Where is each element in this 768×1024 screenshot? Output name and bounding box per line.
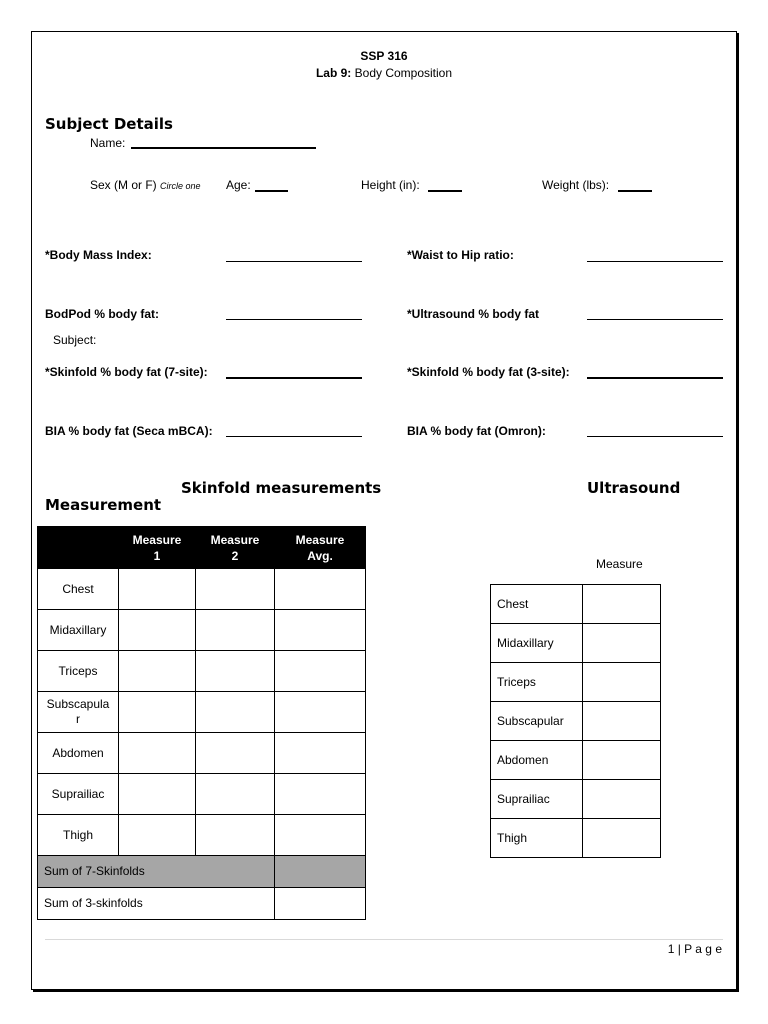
cell[interactable] (275, 733, 366, 774)
row-label: Midaxillary (38, 610, 119, 651)
sum3-cell[interactable] (275, 888, 366, 920)
height-label: Height (in): (361, 178, 420, 192)
cell[interactable] (275, 815, 366, 856)
cell[interactable] (583, 585, 661, 624)
table-row (38, 569, 366, 610)
row-label: Triceps (491, 663, 583, 702)
col-header-measure-2: Measure 2 (196, 527, 275, 569)
table-row (38, 774, 366, 815)
name-field[interactable] (131, 147, 316, 149)
lab-prefix: Lab 9: (315, 66, 352, 80)
bia-omron-label: BIA % body fat (Omron): (407, 424, 546, 438)
table-row (38, 815, 366, 856)
cell[interactable] (583, 780, 661, 819)
sex-label (90, 178, 201, 192)
cell[interactable] (196, 651, 275, 692)
footer-rule (45, 939, 723, 940)
cell[interactable] (196, 815, 275, 856)
name-label: Name: (90, 136, 126, 150)
cell[interactable] (119, 733, 196, 774)
col-header-blank (38, 527, 119, 569)
subject-label: Subject: (53, 333, 97, 347)
page-number: 1 | P a g e (667, 942, 722, 956)
bia-seca-field[interactable] (226, 436, 362, 437)
cell[interactable] (119, 815, 196, 856)
cell[interactable] (196, 610, 275, 651)
cell[interactable] (583, 819, 661, 858)
col-header-measure-avg: Measure Avg. (275, 527, 366, 569)
ultrasound-heading: Ultrasound (587, 479, 681, 497)
row-label: Subscapula r (38, 692, 119, 733)
table-row (491, 585, 661, 624)
cell[interactable] (583, 624, 661, 663)
row-label: Chest (38, 569, 119, 610)
skinfold-table (37, 526, 366, 920)
cell[interactable] (119, 569, 196, 610)
cell[interactable] (196, 733, 275, 774)
ultrasound-table (490, 584, 661, 858)
cell[interactable] (119, 692, 196, 733)
table-row (38, 651, 366, 692)
cell[interactable] (196, 692, 275, 733)
table-row (491, 819, 661, 858)
bmi-field[interactable] (226, 261, 362, 262)
col-header-measure-1: Measure 1 (119, 527, 196, 569)
table-row (38, 692, 366, 733)
measurement-heading: Measurement (45, 496, 162, 514)
table-row (491, 741, 661, 780)
row-label: Chest (491, 585, 583, 624)
cell[interactable] (196, 569, 275, 610)
cell[interactable] (275, 692, 366, 733)
bia-omron-field[interactable] (587, 436, 723, 437)
age-field[interactable] (255, 190, 288, 192)
sum3-label: Sum of 3-skinfolds (38, 888, 275, 920)
bia-seca-label: BIA % body fat (Seca mBCA): (45, 424, 213, 438)
course-code: SSP 316 (360, 49, 408, 63)
height-field[interactable] (428, 190, 462, 192)
row-label: Midaxillary (491, 624, 583, 663)
skinfold-heading: Skinfold measurements (181, 479, 382, 497)
cell[interactable] (275, 651, 366, 692)
cell[interactable] (583, 702, 661, 741)
ultrasound-field[interactable] (587, 319, 723, 320)
table-row (491, 702, 661, 741)
lab-name: Body Composition (354, 66, 453, 80)
weight-label: Weight (lbs): (542, 178, 610, 192)
sum7-label: Sum of 7-Skinfolds (38, 856, 275, 888)
skin3-label: *Skinfold % body fat (3-site): (407, 365, 570, 379)
cell[interactable] (119, 651, 196, 692)
bmi-label: *Body Mass Index: (45, 248, 152, 262)
skin3-field[interactable] (587, 377, 723, 379)
cell[interactable] (119, 774, 196, 815)
cell[interactable] (275, 610, 366, 651)
row-label: Abdomen (38, 733, 119, 774)
cell[interactable] (196, 774, 275, 815)
whr-field[interactable] (587, 261, 723, 262)
age-label: Age: (226, 178, 251, 192)
skin7-label: *Skinfold % body fat (7-site): (45, 365, 208, 379)
sex-label-text: Sex (M or F) (90, 178, 157, 192)
table-row (491, 663, 661, 702)
row-label: Subscapular (491, 702, 583, 741)
subject-heading: Subject Details (45, 115, 173, 133)
row-label: Suprailiac (491, 780, 583, 819)
cell[interactable] (583, 741, 661, 780)
table-row (38, 733, 366, 774)
row-label: Triceps (38, 651, 119, 692)
cell[interactable] (275, 774, 366, 815)
row-label: Thigh (38, 815, 119, 856)
cell[interactable] (583, 663, 661, 702)
sum7-cell[interactable] (275, 856, 366, 888)
skin7-field[interactable] (226, 377, 362, 379)
weight-field[interactable] (618, 190, 652, 192)
sex-hint: Circle one (160, 181, 201, 191)
sum3-row (38, 888, 366, 920)
whr-label: *Waist to Hip ratio: (407, 248, 514, 262)
bodpod-label: BodPod % body fat: (45, 307, 159, 321)
table-row (491, 624, 661, 663)
row-label: Suprailiac (38, 774, 119, 815)
sum7-row (38, 856, 366, 888)
row-label: Abdomen (491, 741, 583, 780)
cell[interactable] (119, 610, 196, 651)
row-label: Thigh (491, 819, 583, 858)
lab-title (0, 66, 768, 80)
bodpod-field[interactable] (226, 319, 362, 320)
table-row (38, 610, 366, 651)
ultrasound-label: *Ultrasound % body fat (407, 307, 540, 321)
table-row (491, 780, 661, 819)
cell[interactable] (275, 569, 366, 610)
ultrasound-col-header: Measure (596, 557, 643, 571)
